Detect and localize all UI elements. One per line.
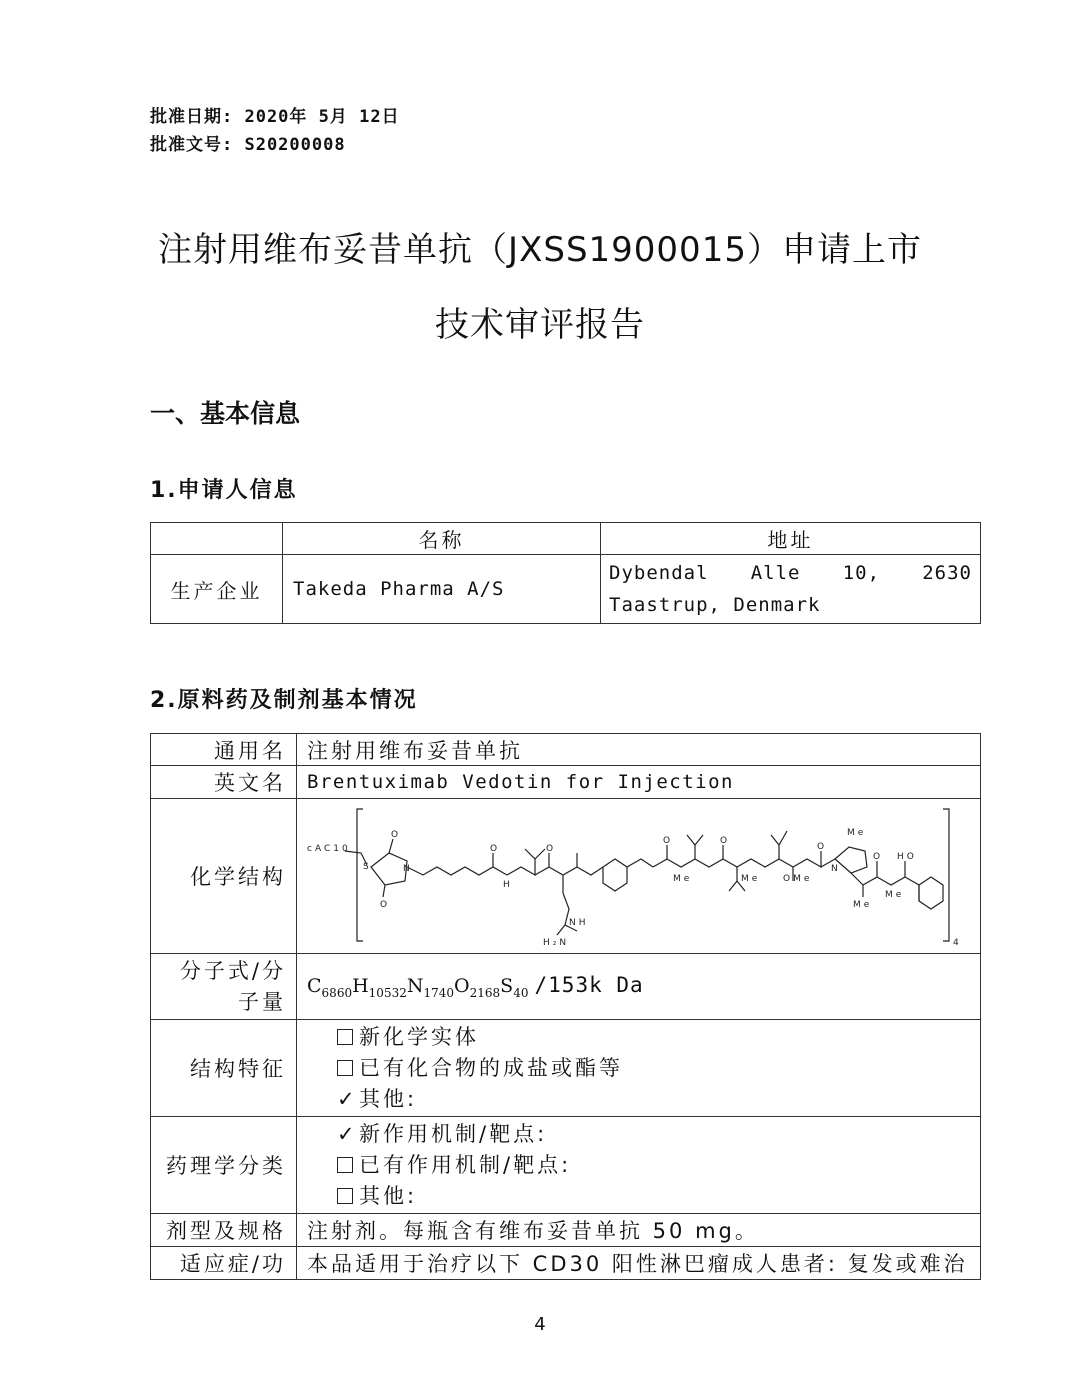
structure-label-o: O: [490, 844, 501, 854]
header-cell-empty: [151, 523, 283, 555]
header-cell-address: 地址: [601, 523, 981, 555]
english-name-value: Brentuximab Vedotin for Injection: [297, 766, 981, 799]
formula-value: [297, 954, 981, 1020]
address-line1: [609, 557, 972, 589]
formula-count: 10532: [368, 985, 407, 1000]
structure-label-me: Me: [673, 874, 693, 884]
page-number: 4: [534, 1314, 546, 1335]
structure-label-me: Me: [847, 828, 867, 838]
structure-label-ome: OMe: [783, 874, 813, 884]
row-label-manufacturer: 生产企业: [151, 555, 283, 624]
address-line2: Taastrup, Denmark: [609, 594, 821, 616]
approval-number: 批准文号: S20200008: [150, 135, 346, 155]
option-label: 其他:: [359, 1183, 418, 1208]
structure-label-nh: NH: [569, 918, 589, 928]
structure-label-o: O: [380, 900, 391, 910]
structure-label-n: N: [403, 864, 413, 874]
structure-label-s: S: [363, 862, 372, 872]
indication-label: 适应症/功: [151, 1247, 297, 1280]
table-header-row: [151, 523, 981, 555]
structure-label-o: O: [817, 842, 828, 852]
structure-label-o: O: [663, 836, 674, 846]
structure-feature-label: 结构特征: [151, 1020, 297, 1117]
structure-label-o: O: [873, 852, 884, 862]
table-row: [151, 799, 981, 954]
structure-label-nh: H: [503, 880, 513, 890]
subsection-heading-drug-info: 2.原料药及制剂基本情况: [150, 688, 418, 713]
checkbox-empty-icon: [337, 1157, 353, 1173]
formula-element: H: [352, 975, 369, 998]
subsection-heading-applicant: 1.申请人信息: [150, 478, 298, 503]
table-row: [151, 1214, 981, 1247]
structure-label-me: Me: [885, 890, 905, 900]
address-part: 2630: [922, 562, 972, 584]
checkbox-empty-icon: [337, 1188, 353, 1204]
table-row: [151, 766, 981, 799]
pharmacology-class-label: 药理学分类: [151, 1117, 297, 1214]
chemical-structure-cell: [297, 799, 981, 954]
formula-element: S: [500, 975, 514, 998]
molecular-weight: /153k Da: [534, 973, 644, 998]
option-new-chemical-entity: [307, 1022, 980, 1053]
formula-element: N: [406, 975, 424, 998]
structure-label-subscript: 4: [953, 938, 962, 948]
option-existing-mechanism: [307, 1150, 980, 1181]
option-other: [307, 1181, 980, 1212]
section-heading-basic-info: 一、基本信息: [150, 399, 301, 428]
formula-element: O: [454, 975, 470, 998]
document-title-line1: 注射用维布妥昔单抗（JXSS1900015）申请上市: [158, 230, 922, 270]
structure-label-ho: HO: [897, 852, 917, 862]
generic-name-value: 注射用维布妥昔单抗: [297, 734, 981, 766]
formula-label-line1: 分子式/分: [179, 958, 286, 983]
structure-label-h2n: H₂N: [543, 938, 570, 948]
structure-feature-options: [297, 1020, 981, 1117]
table-row: [151, 734, 981, 766]
checkbox-empty-icon: [337, 1060, 353, 1076]
table-row: [151, 1020, 981, 1117]
structure-label-antibody: cAC10: [307, 844, 351, 854]
option-existing-compound-salt: [307, 1053, 980, 1084]
option-label: 已有作用机制/靶点:: [359, 1152, 572, 1177]
molecular-formula: [307, 975, 535, 1000]
formula-element: C: [307, 975, 322, 998]
drug-info-table: [150, 733, 981, 1280]
formula-label: [151, 954, 297, 1020]
chemical-structure-diagram: [297, 801, 977, 951]
formula-label-line2: 子量: [238, 989, 286, 1014]
address-part: Alle: [750, 562, 801, 584]
header-cell-name: 名称: [283, 523, 601, 555]
table-row: [151, 1117, 981, 1214]
table-row: [151, 555, 981, 624]
chemical-structure-label: 化学结构: [151, 799, 297, 954]
document-title-line2: 技术审评报告: [435, 305, 645, 345]
address-part: 10,: [842, 562, 881, 584]
option-label: 新化学实体: [359, 1024, 479, 1049]
structure-label-o: O: [391, 830, 402, 840]
checkmark-icon: ✓: [337, 1121, 358, 1146]
approval-date: 批准日期: 2020年 5月 12日: [150, 107, 400, 127]
applicant-table: [150, 522, 981, 624]
structure-label-o: O: [720, 836, 731, 846]
english-name-label: 英文名: [151, 766, 297, 799]
dosage-form-value: 注射剂。每瓶含有维布妥昔单抗 50 mg。: [297, 1214, 981, 1247]
table-row: [151, 1247, 981, 1280]
company-address: [601, 555, 981, 624]
checkmark-icon: ✓: [337, 1086, 358, 1111]
formula-count: 40: [513, 985, 529, 1000]
address-part: Dybendal: [609, 562, 709, 584]
generic-name-label: 通用名: [151, 734, 297, 766]
option-label: 新作用机制/靶点:: [359, 1121, 548, 1146]
formula-count: 1740: [423, 985, 455, 1000]
structure-label-me: Me: [853, 900, 873, 910]
dosage-form-label: 剂型及规格: [151, 1214, 297, 1247]
option-label: 已有化合物的成盐或酯等: [359, 1055, 623, 1080]
formula-count: 6860: [321, 985, 353, 1000]
formula-count: 2168: [469, 985, 501, 1000]
option-new-mechanism: [307, 1119, 980, 1150]
option-other: [307, 1084, 980, 1115]
checkbox-empty-icon: [337, 1029, 353, 1045]
structure-label-n: N: [831, 864, 841, 874]
option-label: 其他:: [359, 1086, 418, 1111]
structure-label-o: O: [546, 844, 557, 854]
pharmacology-class-options: [297, 1117, 981, 1214]
structure-label-me: Me: [741, 874, 761, 884]
table-row: [151, 954, 981, 1020]
indication-value: 本品适用于治疗以下 CD30 阳性淋巴瘤成人患者: 复发或难治: [297, 1247, 981, 1280]
company-name: Takeda Pharma A/S: [283, 555, 601, 624]
